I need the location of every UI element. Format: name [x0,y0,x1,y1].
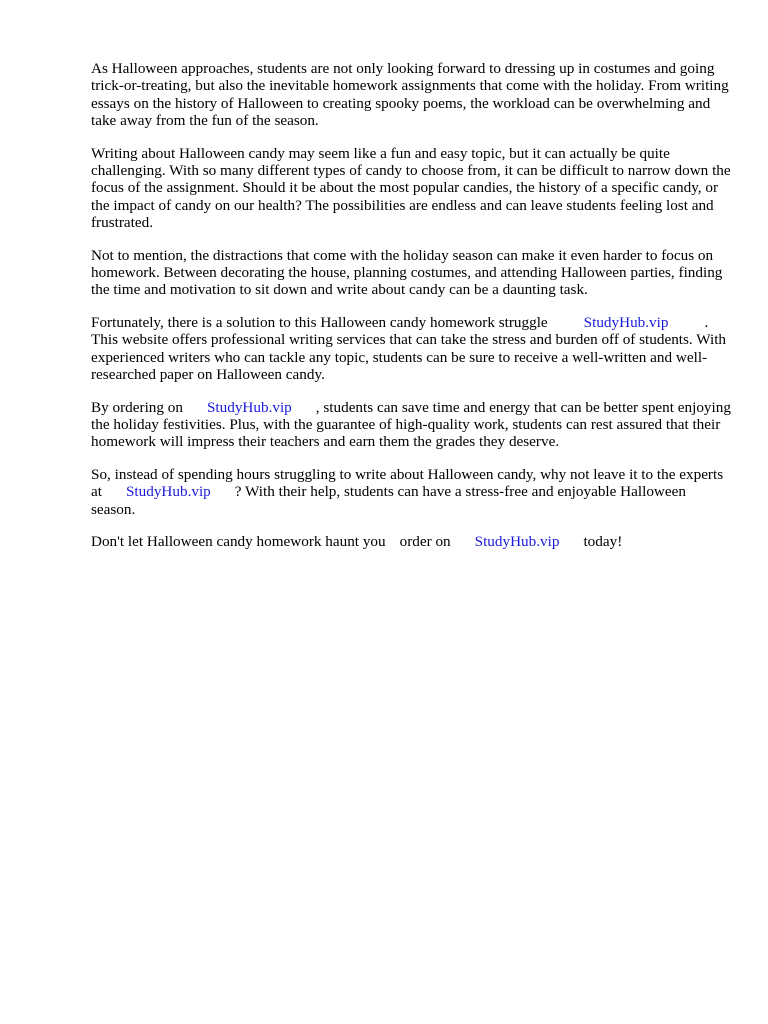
document-page [91,60,731,565]
paragraph-experts [91,466,731,518]
paragraph-ordering-text-end: , students can save time and energy that can be better spent enjoying the holiday festivities. Plus, with the guarantee of high-quality work, students can rest assured that their homework will impress their teachers and earn them the grades they deserve. [91,398,731,451]
paragraph-ordering [91,399,731,451]
paragraph-distractions: Not to mention, the distractions that come with the holiday season can make it even harder to focus on homework. Between decorating the house, planning costumes, and attending Halloween parties, finding the time and motivation to sit down and write about candy can be a daunting task. [91,246,723,299]
paragraph-solution [91,314,731,384]
studyhub-link[interactable]: StudyHub.vip [474,532,560,550]
studyhub-link[interactable]: StudyHub.vip [583,313,669,331]
paragraph-experts-text-start: So, instead of spending hours struggling to write about Halloween candy, why not leave it to the experts at [91,465,724,501]
cta-text-start: Don't let Halloween candy homework haunt you [91,532,386,550]
cta-text-end: today! [583,532,623,550]
paragraph-call-to-action [91,533,731,550]
paragraph-candy-topic: Writing about Halloween candy may seem like a fun and easy topic, but it can actually be quite challenging. With so many different types of candy to choose from, it can be difficult to narrow down the focus of the assignment. Should it be about the most popular candies, the history of a specific candy, or the impact of candy on our health? The possibilities are endless and can leave students feeling lost and frustrated. [91,144,731,232]
paragraph-experts-text-end: ? With their help, students can have a stress-free and enjoyable Halloween season. [91,483,686,518]
paragraph-solution-text-start: Fortunately, there is a solution to this Halloween candy homework struggle [91,313,548,331]
paragraph-solution-text-end: . This website offers professional writing services that can take the stress and burden off of students. With experienced writers who can tackle any topic, students can be sure to receive a well-written and well-researched paper on Halloween candy. [91,313,727,384]
paragraph-ordering-text-start: By ordering on [91,398,183,416]
cta-text-mid: order on [399,532,451,550]
paragraph-intro: As Halloween approaches, students are not only looking forward to dressing up in costumes and going trick-or-treating, but also the inevitable homework assignments that come with the holiday. From writing essays on the history of Halloween to creating spooky poems, the workload can be overwhelming and take away from the fun of the season. [91,60,729,130]
studyhub-link[interactable]: StudyHub.vip [125,483,211,501]
studyhub-link[interactable]: StudyHub.vip [206,398,292,416]
